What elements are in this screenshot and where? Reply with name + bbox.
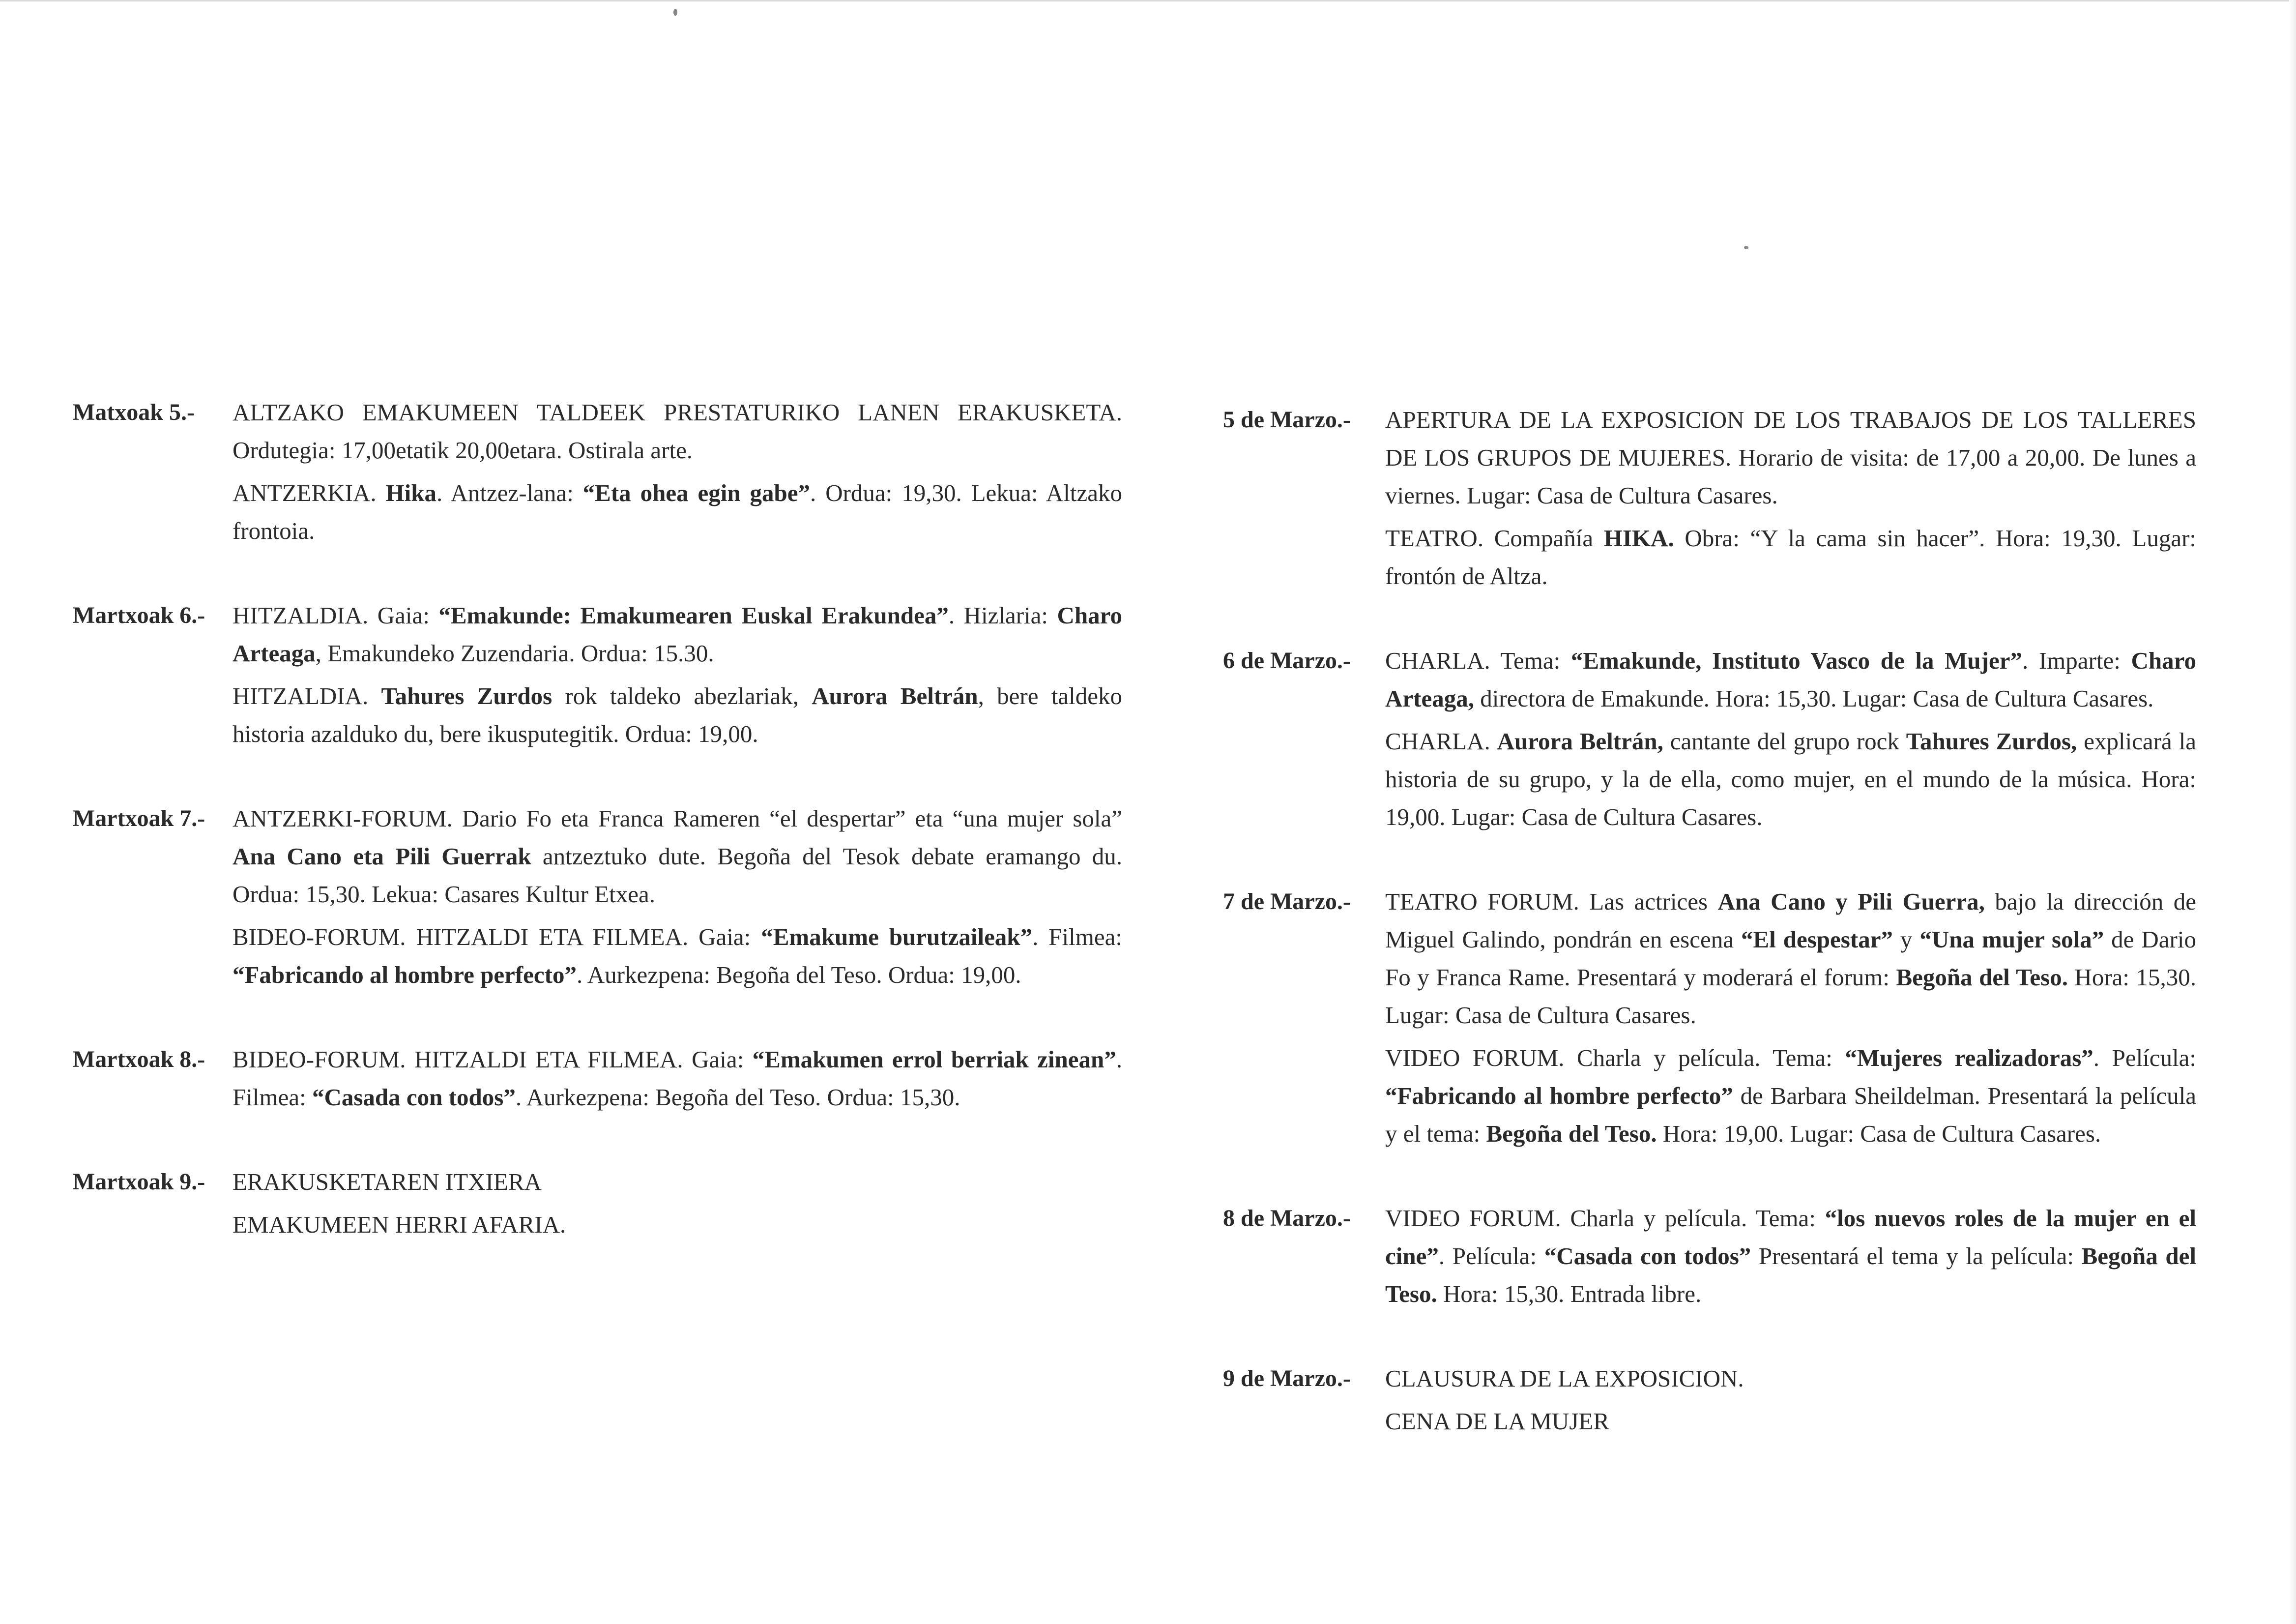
event-paragraph [1385, 1359, 2196, 1397]
body-text: ERAKUSKETAREN ITXIERA [233, 1168, 542, 1195]
body-text: . Filmea: [1032, 923, 1122, 950]
spanish-program-column [1223, 401, 2206, 1487]
body-text: EMAKUMEEN HERRI AFARIA. [233, 1211, 566, 1238]
emphasis-text: “Eta ohea egin gabe” [582, 479, 811, 506]
schedule-entry [1223, 1199, 2206, 1313]
body-text: . Antzez-lana: [436, 479, 583, 506]
body-text: Hora: 15,30. Entrada libre. [1437, 1280, 1702, 1307]
body-text: . Ordua: 19,30. Lekua: Altzako frontoia. [233, 479, 1122, 544]
schedule-entry [1223, 642, 2206, 836]
entry-body [1385, 1199, 2196, 1313]
body-text: de Barbara Sheildelman. Presentará la película y el tema: [1385, 1082, 2196, 1147]
emphasis-text: Charo Arteaga [233, 602, 1122, 667]
event-paragraph [1385, 642, 2196, 717]
entry-date: 9 de Marzo.- [1223, 1365, 1351, 1391]
event-paragraph [233, 1163, 1122, 1201]
emphasis-text: “Fabricando al hombre perfecto” [233, 961, 577, 988]
body-text: , Emakundeko Zuzendaria. Ordua: 15.30. [315, 640, 714, 667]
emphasis-text: “los nuevos roles de la mujer en el cine” [1385, 1205, 2196, 1270]
emphasis-text: “Emakunde, Instituto Vasco de la Mujer” [1570, 647, 2022, 674]
event-paragraph [1385, 883, 2196, 1034]
emphasis-text: “Una mujer sola” [1919, 926, 2104, 953]
entry-date: 6 de Marzo.- [1223, 648, 1351, 674]
body-text: . Aurkezpena: Begoña del Teso. Ordua: 15,30. [515, 1084, 960, 1111]
emphasis-text: “Casada con todos” [1544, 1242, 1751, 1270]
event-paragraph [1385, 519, 2196, 595]
body-text: antzeztuko dute. Begoña del Tesok debate eramango du. Ordua: 15,30. Lekua: Casares Kultur Etxea. [233, 843, 1122, 908]
body-text: . Aurkezpena: Begoña del Teso. Ordua: 19,00. [576, 961, 1021, 988]
body-text: CENA DE LA MUJER [1385, 1408, 1610, 1435]
entry-body [233, 1040, 1122, 1116]
body-text: HITZALDIA. Gaia: [233, 602, 439, 629]
event-paragraph [1385, 1039, 2196, 1152]
body-text: . Película: [1438, 1242, 1544, 1270]
entry-date: 8 de Marzo.- [1223, 1205, 1351, 1231]
body-text: Presentará el tema y la película: [1751, 1242, 2082, 1270]
emphasis-text: “El despestar” [1741, 926, 1893, 953]
body-text: Obra: “Y la cama sin hacer”. Hora: 19,30. Lugar: frontón de Altza. [1385, 525, 2196, 590]
body-text: bajo la dirección de Miguel Galindo, pondrán en escena [1385, 888, 2196, 953]
body-text: CLAUSURA DE LA EXPOSICION. [1385, 1365, 1744, 1392]
body-text: ANTZERKI-FORUM. Dario Fo eta Franca Rameren “el despertar” eta “una mujer sola” [233, 805, 1122, 832]
event-paragraph [233, 799, 1122, 913]
entry-body [1385, 1359, 2196, 1440]
entry-body [233, 1163, 1122, 1243]
emphasis-text: Ana Cano y Pili Guerra, [1717, 888, 1985, 915]
event-paragraph [233, 474, 1122, 550]
event-paragraph [233, 918, 1122, 994]
emphasis-text: Begoña del Teso. [1486, 1120, 1657, 1147]
emphasis-text: Begoña del Teso. [1896, 964, 2068, 991]
body-text: BIDEO-FORUM. HITZALDI ETA FILMEA. Gaia: [233, 1046, 753, 1073]
body-text: VIDEO FORUM. Charla y película. Tema: [1385, 1044, 1845, 1071]
body-text: CHARLA. [1385, 728, 1497, 755]
body-text: cantante del grupo rock [1663, 728, 1906, 755]
emphasis-text: “Fabricando al hombre perfecto” [1385, 1082, 1733, 1109]
body-text: explicará la historia de su grupo, y la de ella, como mujer, en el mundo de la música. Hora: 19,00. Lugar: Casa de Cultura Casares. [1385, 728, 2196, 830]
entry-body [233, 393, 1122, 550]
body-text: BIDEO-FORUM. HITZALDI ETA FILMEA. Gaia: [233, 923, 761, 950]
body-text: ANTZERKIA. [233, 479, 386, 506]
emphasis-text: Tahures Zurdos, [1906, 728, 2077, 755]
emphasis-text: Tahures Zurdos [381, 682, 552, 709]
scan-speck [1744, 246, 1748, 249]
emphasis-text: “Mujeres realizadoras” [1845, 1044, 2093, 1071]
entry-date: Martxoak 6.- [73, 602, 205, 628]
emphasis-text: “Emakunde: Emakumearen Euskal Erakundea” [438, 602, 949, 629]
event-paragraph [233, 393, 1122, 469]
schedule-entry [1223, 883, 2206, 1152]
entry-date: Martxoak 9.- [73, 1169, 205, 1195]
body-text: . Hizlaria: [948, 602, 1057, 629]
body-text: HITZALDIA. [233, 682, 381, 709]
entry-body [233, 596, 1122, 753]
body-text: TEATRO FORUM. Las actrices [1385, 888, 1718, 915]
entry-date: Matxoak 5.- [73, 399, 195, 425]
schedule-entry [73, 596, 1122, 753]
body-text: directora de Emakunde. Hora: 15,30. Lugar: Casa de Cultura Casares. [1474, 685, 2154, 712]
emphasis-text: “Casada con todos” [312, 1084, 516, 1111]
emphasis-text: Begoña del Teso. [1385, 1242, 2197, 1307]
entry-body [1385, 642, 2196, 836]
entry-date: 5 de Marzo.- [1223, 407, 1351, 433]
entry-body [233, 799, 1122, 994]
page-top-edge [0, 0, 2296, 1]
schedule-entry [73, 799, 1122, 994]
event-paragraph [233, 1206, 1122, 1243]
body-text: , bere taldeko historia azalduko du, bere ikusputegitik. Ordua: 19,00. [233, 682, 1122, 747]
body-text: . Filmea: [233, 1046, 1122, 1111]
entry-body [1385, 883, 2196, 1152]
body-text: . Imparte: [2022, 647, 2131, 674]
entry-body [1385, 401, 2196, 595]
body-text: . Película: [2093, 1044, 2197, 1071]
event-paragraph [233, 1040, 1122, 1116]
body-text: CHARLA. Tema: [1385, 647, 1571, 674]
emphasis-text: Aurora Beltrán, [1497, 728, 1663, 755]
body-text: APERTURA DE LA EXPOSICION DE LOS TRABAJOS DE LOS TALLERES DE LOS GRUPOS DE MUJERES. Horario de visita: de 17,00 a 20,00. De lunes a viernes. Lugar: Casa de Cultura Casares. [1385, 406, 2196, 509]
page-right-edge [2289, 0, 2296, 1624]
body-text: VIDEO FORUM. Charla y película. Tema: [1385, 1205, 1825, 1232]
scan-speck [673, 9, 677, 16]
schedule-entry [73, 393, 1122, 550]
event-paragraph [1385, 1402, 2196, 1440]
event-paragraph [1385, 1199, 2196, 1313]
emphasis-text: Ana Cano eta Pili Guerrak [233, 843, 531, 870]
event-paragraph [1385, 401, 2196, 514]
event-paragraph [233, 596, 1122, 672]
schedule-entry [1223, 401, 2206, 595]
emphasis-text: “Emakumen errol berriak zinean” [752, 1046, 1116, 1073]
body-text: rok taldeko abezlariak, [552, 682, 812, 709]
schedule-entry [73, 1040, 1122, 1116]
body-text: Hora: 19,00. Lugar: Casa de Cultura Casares. [1657, 1120, 2101, 1147]
schedule-entry [73, 1163, 1056, 1243]
schedule-entry [1223, 1359, 2206, 1440]
body-text: Hora: 15,30. Lugar: Casa de Cultura Casares. [1385, 964, 2196, 1029]
basque-program-column [73, 393, 1122, 1290]
emphasis-text: Charo Arteaga, [1385, 647, 2196, 712]
entry-date: 7 de Marzo.- [1223, 888, 1351, 915]
entry-date: Martxoak 8.- [73, 1046, 205, 1072]
body-text: y [1892, 926, 1920, 953]
event-paragraph [1385, 722, 2196, 836]
event-paragraph [233, 677, 1122, 753]
entry-date: Martxoak 7.- [73, 805, 205, 831]
emphasis-text: Aurora Beltrán [812, 682, 978, 709]
emphasis-text: Hika [385, 479, 436, 506]
emphasis-text: HIKA. [1603, 525, 1674, 552]
body-text: TEATRO. Compañía [1385, 525, 1604, 552]
body-text: ALTZAKO EMAKUMEEN TALDEEK PRESTATURIKO LANEN ERAKUSKETA. Ordutegia: 17,00etatik 20,00etara. Ostirala arte. [233, 399, 1122, 464]
body-text: de Dario Fo y Franca Rame. Presentará y moderará el forum: [1385, 926, 2196, 991]
emphasis-text: “Emakume burutzaileak” [761, 923, 1033, 950]
